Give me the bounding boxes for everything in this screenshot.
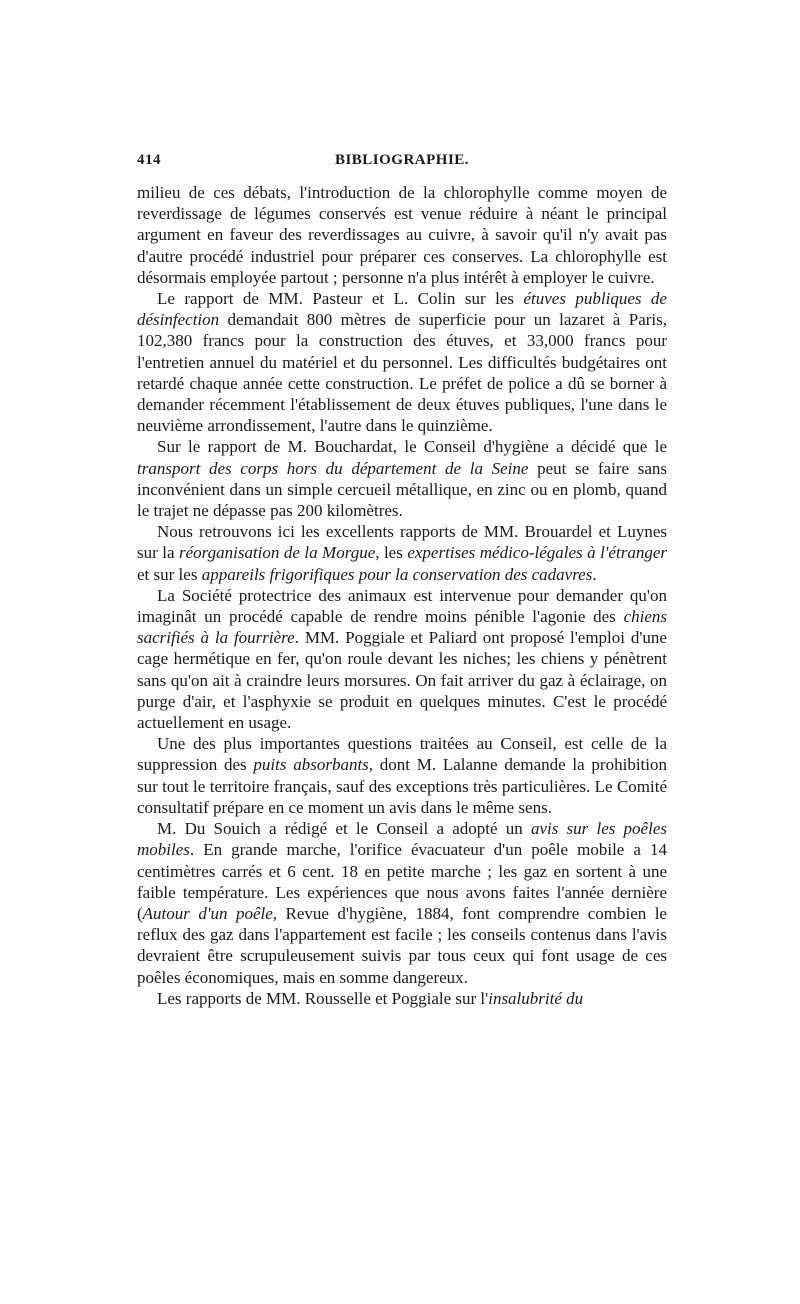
text-run: Sur le rapport de M. Bouchardat, le Conseil d'hygiène a décidé que le	[157, 437, 667, 457]
italic-run: étuves publiques de désinfection	[137, 289, 667, 330]
text-run: , les	[375, 543, 408, 563]
italic-run: Autour d'un poêle	[142, 903, 273, 923]
text-run: .	[592, 564, 597, 584]
running-title: BIBLIOGRAPHIE.	[334, 152, 470, 168]
text-run: dont M. Lalanne demande la prohibition sur tout le territoire français, sauf des exceptions très particulières. Le Comité consultatif prépare en ce moment un avis dans le même sens.	[137, 755, 667, 817]
italic-run: appareils frigorifiques pour la conservation des cadavres	[201, 564, 593, 584]
text-run: . En grande marche, l'orifice évacuateur d'un poêle mobile a 14 centimètres carrés et 6 cent. 18 en petite marche ; les gaz en sortent à une faible température. Les expériences que nous avons faites l'année dernière (	[137, 840, 667, 923]
text-run: peut se faire sans inconvénient dans un simple cercueil métallique, en zinc ou en plomb, quand le trajet ne dépasse pas 200 kilomètres.	[137, 458, 667, 521]
book-page	[137, 152, 667, 1009]
text-run: demandait 800 mètres de superficie pour un lazaret à Paris, 102,380 francs pour la construction des étuves, et 33,000 francs pour l'entretien annuel du matériel et du personnel. Les difficultés budgétaires ont retardé chaque année cette construction. Le préfet de police a dû se borner à demander récemment l'établissement de deux étuves publiques, l'une dans le neuvième arrondissement, l'autre dans le quinzième.	[137, 310, 667, 436]
paragraph	[137, 733, 667, 818]
text-run: . MM. Poggiale et Paliard ont proposé l'emploi d'une cage hermétique en fer, qu'on roule devant les niches; les chiens y pénètrent sans qu'on ait à craindre leurs morsures. On fait arriver du gaz à éclairage, on purge d'air, et l'asphyxie se produit en quelques minutes. C'est le procédé actuellement en usage.	[137, 628, 667, 733]
italic-run: avis sur les poêles mobiles	[137, 819, 667, 860]
page-number: 414	[137, 152, 161, 168]
body-text	[137, 182, 667, 1009]
italic-run: insalubrité du	[488, 988, 584, 1008]
running-head	[137, 152, 667, 182]
text-run: Le rapport de MM. Pasteur et L. Colin sur les	[157, 289, 524, 309]
text-run: La Société protectrice des animaux est intervenue pour demander qu'on imaginât un procédé capable de rendre moins pénible l'agonie des	[137, 585, 667, 627]
paragraph	[137, 436, 667, 521]
paragraph	[137, 988, 667, 1009]
italic-run: réorganisation de la Morgue	[178, 543, 376, 563]
text-run: , Revue d'hygiène, 1884, font comprendre combien le reflux des gaz dans l'appartement est facile ; les conseils contenus dans l'avis devraient être scrupuleusement suivis par tous ceux qui font usage de ces poêles économiques, mais en somme dangereux.	[137, 903, 667, 987]
italic-run: puits absorbants,	[253, 755, 374, 775]
paragraph	[137, 521, 667, 585]
text-run: et sur les	[137, 564, 202, 584]
text-run: Nous retrouvons ici les excellents rapports de MM. Brouardel et Luynes sur la	[137, 522, 667, 563]
italic-run: transport des corps hors du département de la Seine	[137, 458, 529, 478]
italic-run: expertises médico-légales à l'étranger	[407, 543, 667, 563]
text-run: milieu de ces débats, l'introduction de la chlorophylle comme moyen de reverdissage de légumes conservés est venue réduire à néant le principal argument en faveur des reverdissages au cuivre, à savoir qu'il n'y avait pas d'autre procédé industriel pour préparer ces conserves. La chlorophylle est désormais employée partout ; personne n'a plus intérêt à employer le cuivre.	[137, 183, 667, 287]
paragraph	[137, 818, 667, 988]
text-run: Une des plus importantes questions traitées au Conseil, est celle de la suppression des	[137, 734, 667, 775]
paragraph	[137, 288, 667, 436]
text-run: Les rapports de MM. Rousselle et Poggiale sur l'	[157, 988, 489, 1008]
paragraph	[137, 585, 667, 733]
paragraph	[137, 182, 667, 288]
italic-run: chiens sacrifiés à la fourrière	[137, 607, 667, 648]
text-run: M. Du Souich a rédigé et le Conseil a adopté un	[157, 819, 531, 839]
